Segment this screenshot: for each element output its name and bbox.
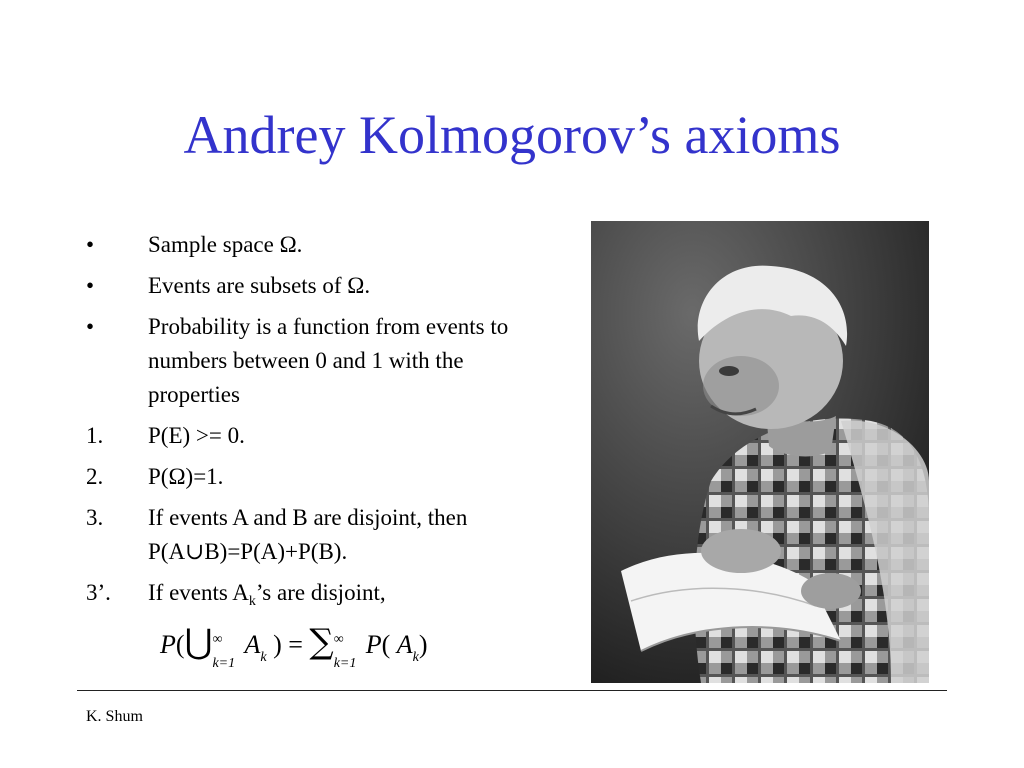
list-item bbox=[86, 228, 556, 262]
list-item bbox=[86, 501, 556, 569]
bullet: • bbox=[86, 314, 95, 339]
list-item bbox=[86, 419, 556, 453]
bullet: • bbox=[86, 273, 95, 298]
axiom-list bbox=[86, 228, 556, 626]
number-marker: 2. bbox=[86, 464, 104, 489]
number-marker: 1. bbox=[86, 423, 104, 448]
slide-title: Andrey Kolmogorov’s axioms bbox=[183, 105, 841, 165]
formula: P(⋃ ∞ k=1 $A_k$ ) = ∑ ∞ k=1 P( $A_k$) bbox=[160, 622, 428, 671]
list-item bbox=[86, 310, 556, 412]
item-text: Events are subsets of Ω. bbox=[148, 273, 371, 298]
portrait-photo bbox=[591, 221, 929, 683]
bullet: • bbox=[86, 232, 95, 257]
list-item bbox=[86, 269, 556, 303]
number-marker: 3’. bbox=[86, 580, 111, 605]
number-marker: 3. bbox=[86, 505, 104, 530]
footer-divider bbox=[77, 690, 947, 691]
item-text: P(E) >= 0. bbox=[148, 423, 245, 448]
item-text: Sample space Ω. bbox=[148, 232, 303, 257]
item-text: P(Ω)=1. bbox=[148, 464, 224, 489]
item-text: Probability is a function from events to numbers between 0 and 1 with the properties bbox=[148, 314, 509, 407]
item-text: If events $A_k’s$ are disjoint, bbox=[148, 580, 386, 609]
footer-author: K. Shum bbox=[86, 708, 143, 725]
item-text: If events A and B are disjoint, then P(A∪B)=P(A)+P(B). bbox=[148, 505, 468, 564]
list-item bbox=[86, 460, 556, 494]
list-item bbox=[86, 576, 556, 619]
